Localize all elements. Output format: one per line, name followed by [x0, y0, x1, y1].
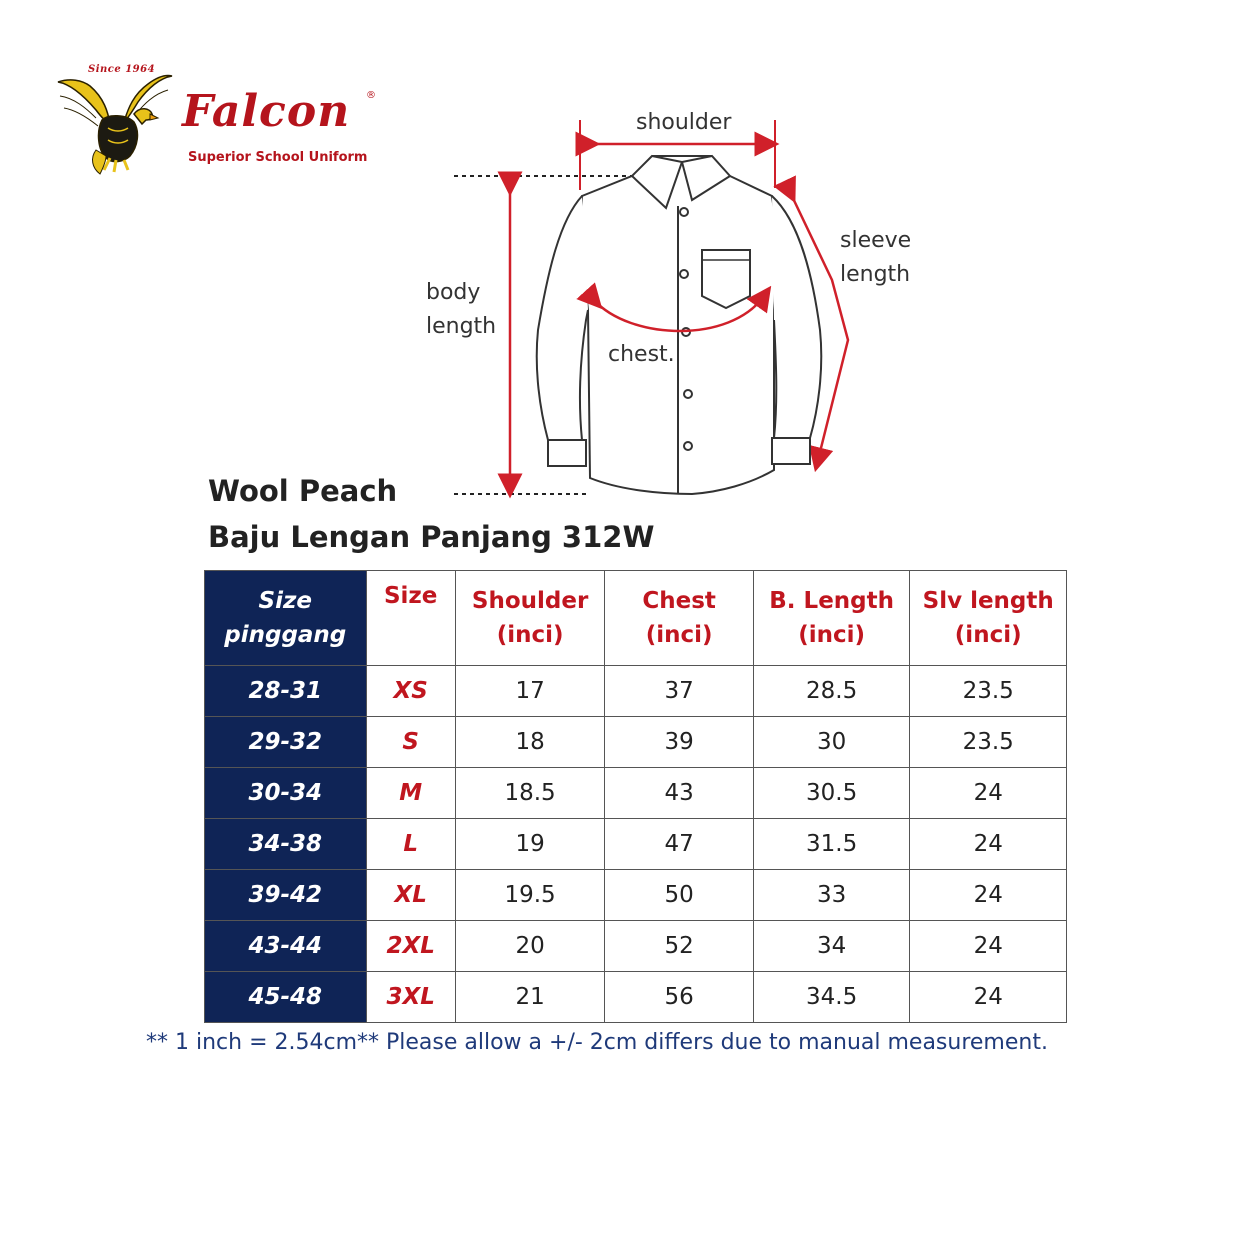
shoulder-label: shoulder [636, 110, 732, 135]
table-row [205, 819, 1067, 870]
cell-sleeve-length: 24 [910, 972, 1067, 1023]
header-chest [605, 571, 754, 666]
header-line: (inci) [798, 622, 866, 648]
since-label: Since 1964 [88, 64, 156, 75]
header-body-length [753, 571, 910, 666]
cell-waist: 28-31 [205, 666, 367, 717]
registered-mark: ® [366, 90, 376, 101]
cell-waist: 34-38 [205, 819, 367, 870]
table-header-row [205, 571, 1067, 666]
cell-size: S [366, 717, 455, 768]
header-line: pinggang [224, 622, 347, 648]
header-line: Slv length [922, 588, 1054, 614]
cell-chest: 50 [605, 870, 754, 921]
cell-shoulder: 21 [455, 972, 605, 1023]
body-label-line1: body [426, 280, 481, 305]
cell-chest: 52 [605, 921, 754, 972]
cell-size: 2XL [366, 921, 455, 972]
cell-shoulder: 18 [455, 717, 605, 768]
shirt-measurement-diagram [420, 100, 940, 510]
cell-shoulder: 18.5 [455, 768, 605, 819]
cell-size: 3XL [366, 972, 455, 1023]
shirt-outline-icon [420, 100, 940, 510]
table-row [205, 870, 1067, 921]
size-chart-table [204, 570, 1067, 1023]
cell-waist: 30-34 [205, 768, 367, 819]
cell-size: M [366, 768, 455, 819]
brand-tagline: Superior School Uniform [188, 150, 368, 165]
cell-waist: 43-44 [205, 921, 367, 972]
table-row [205, 768, 1067, 819]
cell-shoulder: 20 [455, 921, 605, 972]
header-line: Size [258, 588, 312, 614]
cell-chest: 56 [605, 972, 754, 1023]
cell-chest: 37 [605, 666, 754, 717]
header-sleeve-length [910, 571, 1067, 666]
cell-sleeve-length: 24 [910, 768, 1067, 819]
cell-body-length: 30.5 [753, 768, 910, 819]
brand-name: Falcon [182, 86, 351, 137]
table-row [205, 921, 1067, 972]
cell-size: XL [366, 870, 455, 921]
cell-chest: 43 [605, 768, 754, 819]
cell-chest: 39 [605, 717, 754, 768]
header-line: Size [383, 583, 438, 609]
cell-sleeve-length: 23.5 [910, 666, 1067, 717]
chest-label: chest. [608, 342, 675, 367]
cell-body-length: 28.5 [753, 666, 910, 717]
cell-sleeve-length: 24 [910, 870, 1067, 921]
cell-chest: 47 [605, 819, 754, 870]
eagle-icon [50, 62, 180, 180]
cell-shoulder: 19 [455, 819, 605, 870]
header-size-pinggang [205, 571, 367, 666]
cell-body-length: 31.5 [753, 819, 910, 870]
cell-sleeve-length: 24 [910, 819, 1067, 870]
table-row [205, 972, 1067, 1023]
cell-shoulder: 17 [455, 666, 605, 717]
sleeve-label-line2: length [840, 262, 911, 287]
cell-body-length: 34 [753, 921, 910, 972]
table-row [205, 717, 1067, 768]
cell-body-length: 30 [753, 717, 910, 768]
product-name: Wool Peach [208, 474, 398, 508]
body-label-line2: length [426, 314, 497, 339]
header-line: (inci) [645, 622, 713, 648]
header-line: B. Length [769, 588, 895, 614]
cell-waist: 29-32 [205, 717, 367, 768]
cell-shoulder: 19.5 [455, 870, 605, 921]
cell-sleeve-length: 23.5 [910, 717, 1067, 768]
cell-size: L [366, 819, 455, 870]
product-model: Baju Lengan Panjang 312W [208, 520, 655, 554]
measurement-footnote: ** 1 inch = 2.54cm** Please allow a +/- 2cm differs due to manual measurement. [146, 1030, 1048, 1055]
header-size [366, 571, 455, 666]
sleeve-label-line1: sleeve [840, 228, 912, 253]
header-shoulder [455, 571, 605, 666]
cell-body-length: 34.5 [753, 972, 910, 1023]
cell-size: XS [366, 666, 455, 717]
cell-body-length: 33 [753, 870, 910, 921]
header-line: Shoulder [471, 588, 589, 614]
cell-sleeve-length: 24 [910, 921, 1067, 972]
header-line: (inci) [496, 622, 564, 648]
table-row [205, 666, 1067, 717]
header-line: Chest [642, 588, 716, 614]
cell-waist: 39-42 [205, 870, 367, 921]
header-line: (inci) [954, 622, 1022, 648]
cell-waist: 45-48 [205, 972, 367, 1023]
